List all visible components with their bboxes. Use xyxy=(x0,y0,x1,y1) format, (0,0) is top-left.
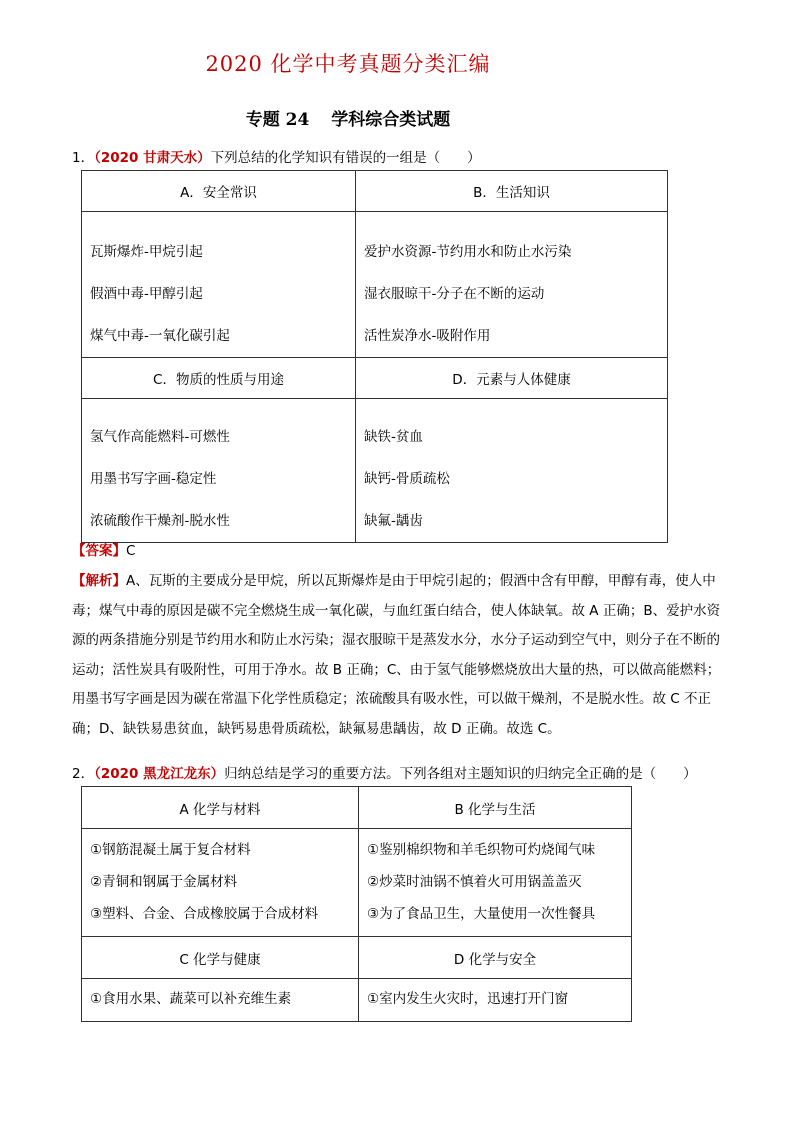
table-cell-a-body xyxy=(82,212,356,358)
table-cell-c-head: C．物质的性质与用途 xyxy=(82,358,356,399)
topic-title xyxy=(0,105,690,130)
list-item: ②青铜和钢属于金属材料 xyxy=(90,874,238,890)
list-item: 爱护水资源-节约用水和防止水污染 xyxy=(364,244,572,260)
table-cell-b-body xyxy=(356,212,668,358)
question-1-stem xyxy=(72,146,481,166)
question-1-source: （2020 甘肃天水） xyxy=(94,150,211,166)
list-item: 缺氟-龋齿 xyxy=(364,513,423,529)
question-1-number: 1． xyxy=(72,150,95,166)
table-cell-d-head: D 化学与安全 xyxy=(359,937,632,979)
question-2-table xyxy=(81,786,632,1022)
table-cell-a-head: A．安全常识 xyxy=(82,171,356,212)
list-item: 瓦斯爆炸-甲烷引起 xyxy=(90,244,203,260)
analysis-text: A、瓦斯的主要成分是甲烷，所以瓦斯爆炸是由于甲烷引起的；假酒中含有甲醇，甲醇有毒，使人中毒；煤气中毒的原因是碳不完全燃烧生成一氧化碳，与血红蛋白结合，使人体缺氧。故 A 正确；B、爱护水资源的两条措施分别是节约用水和防止水污染；湿衣服晾干是蒸发水分，水分子运动到空气中，则分子在不断的运动；活性炭具有吸附性，可用于净水。故 B 正确；C、由于氢气能够燃烧放出大量的热，可以做高能燃料；用墨书写字画是因为碳在常温下化学性质稳定；浓硫酸具有吸水性，可以做干燥剂，不是脱水性。故 C 不正确；D、缺铁易患贫血，缺钙易患骨质疏松，缺氟易患龋齿，故 D 正确。故选 C。 xyxy=(72,573,721,737)
question-1-analysis xyxy=(72,567,732,744)
list-item: 缺钙-骨质疏松 xyxy=(364,471,450,487)
table-cell-b-head: B．生活知识 xyxy=(356,171,668,212)
table-cell-a-body xyxy=(82,829,359,937)
topic-label: 专题 24 xyxy=(245,110,310,130)
list-item: ③塑料、合金、合成橡胶属于合成材料 xyxy=(90,906,319,922)
question-1-answer xyxy=(72,539,135,559)
question-1-table xyxy=(81,170,668,543)
list-item: 煤气中毒-一氧化碳引起 xyxy=(90,328,230,344)
table-cell-d-body xyxy=(359,979,632,1022)
list-item: 缺铁-贫血 xyxy=(364,429,423,445)
list-item: ①鉴别棉织物和羊毛织物可灼烧闻气味 xyxy=(367,842,596,858)
list-item: ③为了食品卫生，大量使用一次性餐具 xyxy=(367,906,596,922)
question-2-number: 2． xyxy=(72,766,95,782)
table-cell-a-head: A 化学与材料 xyxy=(82,787,359,829)
table-cell-b-body xyxy=(359,829,632,937)
list-item: 用墨书写字画-稳定性 xyxy=(90,471,217,487)
table-cell-d-head: D．元素与人体健康 xyxy=(356,358,668,399)
topic-name: 学科综合类试题 xyxy=(331,110,451,130)
table-cell-c-body xyxy=(82,979,359,1022)
analysis-tag: 【解析】 xyxy=(72,573,126,589)
list-item: 湿衣服晾干-分子在不断的运动 xyxy=(364,286,545,302)
question-2-source: （2020 黑龙江龙东） xyxy=(94,766,225,782)
list-item: ①食用水果、蔬菜可以补充维生素 xyxy=(90,991,292,1007)
table-cell-c-body xyxy=(82,399,356,543)
table-cell-b-head: B 化学与生活 xyxy=(359,787,632,829)
list-item: 活性炭净水-吸附作用 xyxy=(364,328,491,344)
answer-tag: 【答案】 xyxy=(72,543,126,559)
table-cell-c-head: C 化学与健康 xyxy=(82,937,359,979)
list-item: 假酒中毒-甲醇引起 xyxy=(90,286,203,302)
list-item: 浓硫酸作干燥剂-脱水性 xyxy=(90,513,230,529)
list-item: 氢气作高能燃料-可燃性 xyxy=(90,429,230,445)
question-2-text: 归纳总结是学习的重要方法。下列各组对主题知识的归纳完全正确的是（ ） xyxy=(224,766,697,782)
list-item: ②炒菜时油锅不慎着火可用锅盖盖灭 xyxy=(367,874,582,890)
list-item: ①室内发生火灾时，迅速打开门窗 xyxy=(367,991,569,1007)
question-1-text: 下列总结的化学知识有错误的一组是（ ） xyxy=(210,150,481,166)
answer-value: C xyxy=(126,543,136,559)
list-item: ①钢筋混凝土属于复合材料 xyxy=(90,842,251,858)
question-2-stem xyxy=(72,762,697,782)
document-title: 2020 化学中考真题分类汇编 xyxy=(205,52,491,76)
table-cell-d-body xyxy=(356,399,668,543)
